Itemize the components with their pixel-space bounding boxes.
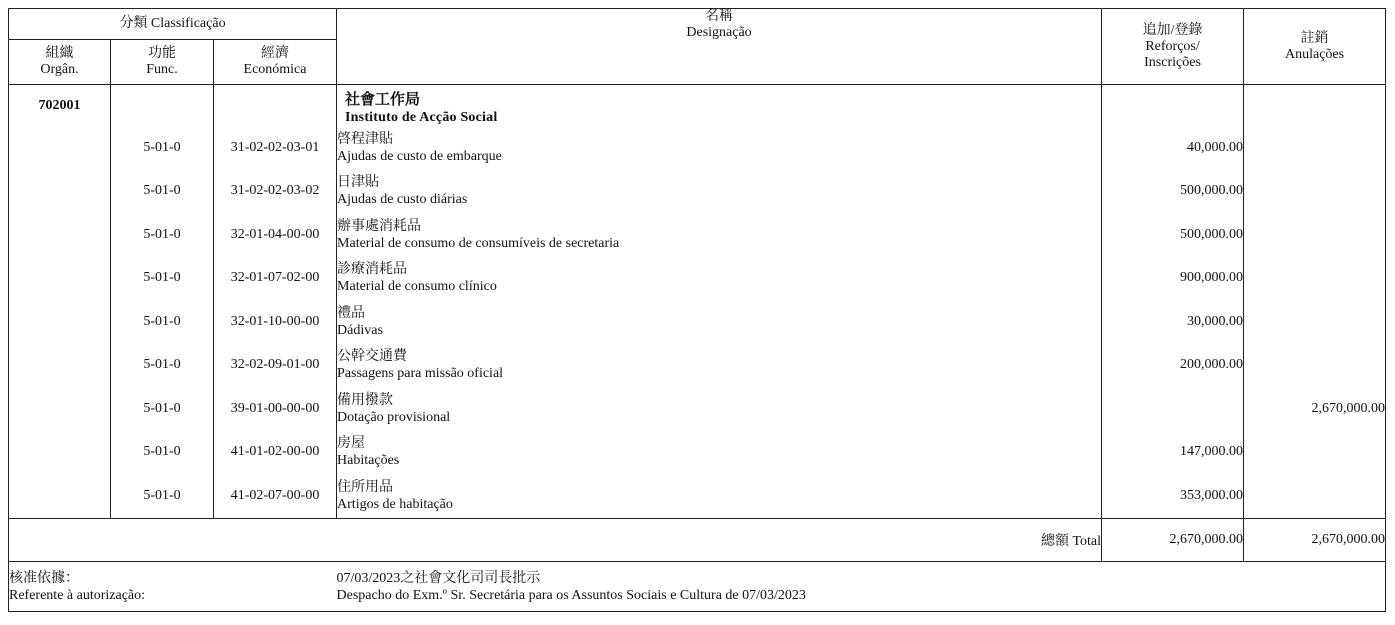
reinforce-amount: 353,000.00 xyxy=(1102,474,1244,518)
organ-reinforce-empty xyxy=(1102,85,1244,127)
econ-code: 32-01-04-00-00 xyxy=(214,213,337,257)
authorization-text xyxy=(337,561,1386,611)
table-row xyxy=(9,387,1386,431)
reinforce-amount: 147,000.00 xyxy=(1102,431,1244,475)
designation-header-pt: Designação xyxy=(686,25,752,40)
func-code: 5-01-0 xyxy=(111,387,214,431)
designation-header xyxy=(337,9,1102,85)
organ-cell xyxy=(9,387,111,431)
item-name-zh: 禮品 xyxy=(337,305,366,321)
item-designation xyxy=(337,257,1102,301)
organ-header-zh: 組織 xyxy=(45,46,74,61)
func-header-zh: 功能 xyxy=(148,46,176,61)
econ-code: 39-01-00-00-00 xyxy=(214,387,337,431)
item-name-zh: 公幹交通費 xyxy=(337,349,408,365)
total-reinforce: 2,670,000.00 xyxy=(1102,518,1244,561)
organ-cell xyxy=(9,431,111,475)
organ-name-pt: Instituto de Acção Social xyxy=(345,110,498,125)
econ-code: 32-01-10-00-00 xyxy=(214,300,337,344)
organ-name-zh: 社會工作局 xyxy=(345,92,421,108)
econ-code: 41-02-07-00-00 xyxy=(214,474,337,518)
table-row xyxy=(9,474,1386,518)
item-name-zh: 住所用品 xyxy=(337,479,394,495)
organ-cell xyxy=(9,344,111,388)
organ-row xyxy=(9,85,1386,127)
annul-header-zh: 註銷 xyxy=(1300,30,1329,46)
item-designation xyxy=(337,213,1102,257)
reinforce-amount: 500,000.00 xyxy=(1102,213,1244,257)
organ-cell xyxy=(9,170,111,214)
econ-code: 32-02-09-01-00 xyxy=(214,344,337,388)
func-code: 5-01-0 xyxy=(111,344,214,388)
annul-header xyxy=(1244,9,1386,85)
organ-cell xyxy=(9,257,111,301)
authorization-row xyxy=(9,561,1386,611)
econ-code: 32-01-07-02-00 xyxy=(214,257,337,301)
table-row xyxy=(9,170,1386,214)
annul-amount xyxy=(1244,474,1386,518)
item-name-pt: Habitações xyxy=(337,453,400,469)
item-name-pt: Dádivas xyxy=(337,322,383,338)
table-row xyxy=(9,431,1386,475)
reinforce-header-pt1: Reforços/ xyxy=(1145,38,1200,54)
reinforce-amount: 900,000.00 xyxy=(1102,257,1244,301)
func-code: 5-01-0 xyxy=(111,431,214,475)
reinforce-amount xyxy=(1102,387,1244,431)
item-name-zh: 辦事處消耗品 xyxy=(337,218,422,234)
item-name-zh: 房屋 xyxy=(337,436,366,452)
organ-header-pt: Orgân. xyxy=(40,62,79,77)
econ-code: 31-02-02-03-02 xyxy=(214,170,337,214)
item-name-zh: 備用撥款 xyxy=(337,392,394,408)
econ-code: 41-01-02-00-00 xyxy=(214,431,337,475)
reinforce-header-pt2: Inscrições xyxy=(1144,54,1201,70)
organ-header xyxy=(9,40,111,85)
func-code: 5-01-0 xyxy=(111,474,214,518)
reinforce-amount: 40,000.00 xyxy=(1102,126,1244,170)
annul-amount xyxy=(1244,257,1386,301)
annul-amount xyxy=(1244,344,1386,388)
func-code: 5-01-0 xyxy=(111,126,214,170)
annul-amount xyxy=(1244,126,1386,170)
annul-amount xyxy=(1244,170,1386,214)
item-name-pt: Material de consumo clínico xyxy=(337,279,497,295)
annul-amount xyxy=(1244,431,1386,475)
item-designation xyxy=(337,474,1102,518)
func-code: 5-01-0 xyxy=(111,257,214,301)
item-name-pt: Artigos de habitação xyxy=(337,496,453,512)
item-name-pt: Ajudas de custo diárias xyxy=(337,192,468,208)
organ-cell xyxy=(9,300,111,344)
item-name-zh: 日津貼 xyxy=(337,175,380,191)
total-row xyxy=(9,518,1386,561)
authorization-label-zh: 核准依據： xyxy=(9,570,79,586)
item-name-pt: Material de consumo de consumíveis de secretaria xyxy=(337,235,620,251)
item-designation xyxy=(337,431,1102,475)
total-label: 總額 Total xyxy=(9,518,1102,561)
table-row xyxy=(9,344,1386,388)
econ-header xyxy=(214,40,337,85)
total-annul: 2,670,000.00 xyxy=(1244,518,1386,561)
item-designation xyxy=(337,126,1102,170)
organ-code: 702001 xyxy=(9,85,111,127)
reinforce-header-zh: 追加/登錄 xyxy=(1142,22,1203,38)
organ-cell xyxy=(9,213,111,257)
func-header xyxy=(111,40,214,85)
designation-header-zh: 名稱 xyxy=(705,9,734,24)
reinforce-header xyxy=(1102,9,1244,85)
organ-name-cell xyxy=(337,85,1102,127)
organ-cell xyxy=(9,126,111,170)
func-code: 5-01-0 xyxy=(111,300,214,344)
annul-amount: 2,670,000.00 xyxy=(1244,387,1386,431)
item-name-zh: 診療消耗品 xyxy=(337,262,408,278)
item-name-pt: Ajudas de custo de embarque xyxy=(337,148,502,164)
func-code: 5-01-0 xyxy=(111,170,214,214)
table-row xyxy=(9,300,1386,344)
organ-func-empty xyxy=(111,85,214,127)
reinforce-amount: 200,000.00 xyxy=(1102,344,1244,388)
table-row xyxy=(9,257,1386,301)
item-designation xyxy=(337,300,1102,344)
item-designation xyxy=(337,344,1102,388)
authorization-text-pt: Despacho do Exm.º Sr. Secretária para os Assuntos Sociais e Cultura de 07/03/2023 xyxy=(336,587,806,603)
annul-amount xyxy=(1244,213,1386,257)
table-row xyxy=(9,213,1386,257)
authorization-text-zh: 07/03/2023之社會文化司司長批示 xyxy=(336,570,541,586)
organ-annul-empty xyxy=(1244,85,1386,127)
classification-header: 分類 Classificação xyxy=(9,9,337,40)
item-designation xyxy=(337,387,1102,431)
item-name-zh: 啓程津貼 xyxy=(337,131,394,147)
table-row xyxy=(9,126,1386,170)
func-code: 5-01-0 xyxy=(111,213,214,257)
item-name-pt: Dotação provisional xyxy=(337,409,451,425)
authorization-label-pt: Referente à autorização: xyxy=(9,587,146,603)
reinforce-amount: 500,000.00 xyxy=(1102,170,1244,214)
organ-econ-empty xyxy=(214,85,337,127)
annul-header-pt: Anulações xyxy=(1284,46,1345,62)
item-name-pt: Passagens para missão oficial xyxy=(337,366,504,382)
organ-cell xyxy=(9,474,111,518)
econ-code: 31-02-02-03-01 xyxy=(214,126,337,170)
item-designation xyxy=(337,170,1102,214)
annul-amount xyxy=(1244,300,1386,344)
func-header-pt: Func. xyxy=(146,62,178,77)
authorization-label xyxy=(9,561,337,611)
header-row-1 xyxy=(9,9,1386,40)
econ-header-pt: Económica xyxy=(243,62,307,77)
budget-table xyxy=(8,8,1386,612)
econ-header-zh: 經濟 xyxy=(261,46,290,61)
reinforce-amount: 30,000.00 xyxy=(1102,300,1244,344)
